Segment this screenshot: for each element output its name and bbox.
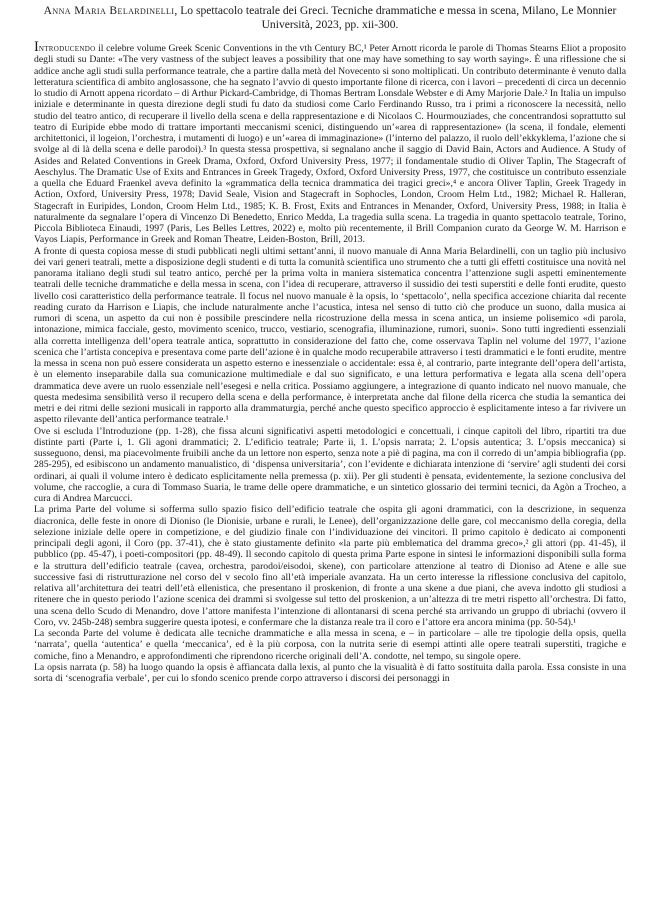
lead-word: ntroducendo <box>38 43 96 55</box>
paragraph-part-one: La prima Parte del volume si sofferma sullo spazio fisico dell’edificio teatrale che ospita gli agoni drammatici, con la descrizione, in sequenza diacronica, delle feste in onore di Dioniso (le Dionisie, urbane e rurali, le Lenee), dell’organizzazione delle gare, col meccanismo della coregia, della selezione iniziale delle opere in competizione, e del giudizio finale con l’individuazione dei vincitori. Il primo capitolo è dedicato ai componenti principali degli agoni, il Coro (pp. 37-41), che è stato giustamente definito «la parte più emblematica del dramma greco»,² gli attori (pp. 41-45), il pubblico (pp. 45-47), i poeti-compositori (pp. 48-49). Il secondo capitolo di questa prima Parte espone in sintesi le informazioni disponibili sulla forma e la struttura dell’edificio teatrale (cavea, orchestra, parodoi/eisodoi, skene), con particolare attenzione al teatro di Dioniso ad Atene e alle sue successive fasi di ristrutturazione nel corso del v secolo fino all’età imperiale avanzata. Ha un certo interesse la riflessione conclusiva del capitolo, relativa all’architettura dei teatri dell’età ellenistica, che presentano il proskenion, di fronte a una skene a due piani, che aveva indotto gli studiosi a ritenere che in questo periodo l’azione scenica dei drammi si svolgesse sul tetto del proskenion, a un’altezza di tre metri rispetto all’orchestra. Di fatto, una scena dello Scudo di Menandro, dove l’attore manifesta l’intenzione di allontanarsi di scena perché sta arrivando un gruppo di ubriachi (ovvero il Coro, vv. 245b-248) sembra suggerire questa ipotesi, e confermare che la distanza reale tra il coro e l’attore era ancora minima (pp. 50-54).¹ <box>34 504 626 628</box>
paragraph-text: il celebre volume Greek Scenic Conventions in the vth Century BC,¹ Peter Arnott ricorda le parole di Thomas Stearns Eliot a proposito degli studi su Dante: «The very vastness of the subject leaves a possibility that one may have something to say worth saying». È una riflessione che si addice anche agli studi sulla performance teatrale, che a partire dalla metà del Novecento si sono moltiplicati. Un contributo determinante è venuto dalla letteratura scientifica di ambito anglosassone, che ha segnato l’avvio di questo importante filone di ricerca, con i lavori – precedenti di circa un decennio lo studio di Arnott appena ricordato – di Arthur Pickard-Cambridge, di Thomas Bertram Lonsdale Webster e di Amy Marjorie Dale.² In Italia un impulso iniziale e determinante in questa direzione degli studi fu dato da studiosi come Carlo Ferdinando Russo, tra i primi a riconoscere la necessità, nello studio del teatro antico, di recuperare il livello della scena e della rappresentazione e di Nicolaos C. Hourmouziades, che concentrandosi soprattutto sul teatro di Euripide ebbe modo di trattare importanti meccanismi scenici, distinguendo un’«area di rappresentazione» (la scena, il fondale, elementi architettonici, il logeion, l’orchestra, i mutamenti di luogo) e un’«area di immaginazione» (l’interno del palazzo, il ruolo dell’ekkyklema, l’azione che si svolge al di là della scena e delle parodoi).³ In questa stessa prospettiva, si segnalano anche il saggio di David Bain, Actors and Audience. A Study of Asides and Related Conventions in Greek Drama, Oxford, Oxford University Press, 1977; il fondamentale studio di Oliver Taplin, The Stagecraft of Aeschylus. The Dramatic Use of Exits and Entrances in Greek Tragedy, Oxford, Oxford University Press, 1977, che costituisce un contributo essenziale a quella che Eduard Fraenkel aveva definito la «grammatica della tecnica drammatica dei tragici greci»,⁴ e ancora Oliver Taplin, Greek Tragedy in Action, Oxford, University Press, 1978; David Seale, Vision and Stagecraft in Sophocles, London, Croom Helm Ltd., 1982; Michael R. Halleran, Stagecraft in Euripides, London, Croom Helm Ltd., 1985; K. B. Frost, Exits and Entrances in Menander, Oxford, University Press, 1988; in Italia è naturalmente da segnalare l’opera di Vincenzo Di Benedetto, Enrico Medda, La tragedia sulla scena. La tragedia in quanto spettacolo teatrale, Torino, Piccola Biblioteca Einaudi, 1997 (Paris, Les Belles Lettres, 2022) e, molto più recentemente, il Brill Companion curato da George W. M. Harrison e Vayos Liapis, Performance in Greek and Roman Theatre, Leiden-Boston, Brill, 2013. <box>34 43 626 246</box>
review-body <box>34 39 627 685</box>
paragraph-intro <box>34 39 626 246</box>
citation-details: , Lo spettacolo teatrale dei Greci. Tecniche drammatiche e messa in scena, Milano, Le Monnier Università, 2023, pp. xii-300. <box>174 4 617 31</box>
citation-author: Anna Maria Belardinelli <box>43 4 175 17</box>
drop-cap: I <box>34 39 39 56</box>
paragraph-manual: A fronte di questa copiosa messe di studi pubblicati negli ultimi settant’anni, il nuovo manuale di Anna Maria Belardinelli, con un taglio più inclusivo dei vari generi teatrali, mette a disposizione degli studenti e di tutta la comunità scientifica uno strumento che a tutti gli effetti costituisce una novità nel panorama italiano degli studi sul teatro antico, perché per la prima volta in maniera sistematica concentra l’attenzione sugli aspetti eminentemente teatrali delle tecniche drammatiche e della messa in scena, con l’idea di recuperare, attraverso il sussidio dei testi superstiti e delle fonti erudite, questo livello così caratteristico della performance teatrale. Il focus nel nuovo manuale è la opsis, lo ‘spettacolo’, nella specifica accezione chiarita dal recente reading curato da Harrison e Liapis, che include naturalmente anche l’acustica, intesa nel senso di tutto ciò che produce un suono, dalla musica ai rumori di scena, un aspetto da cui non è possibile prescindere nella ricostruzione della messa in scena antica, un insieme polisemico «di parola, intonazione, mimica facciale, gesto, movimento scenico, trucco, vestiario, scenografia, illuminazione, rumori, suoni». Sono tutti ingredienti essenziali alla corretta intelligenza dell’opera teatrale antica, soprattutto in considerazione del fatto che, come osservava Taplin nel volume del 1977, l’azione scenica che l’artista concepiva e presentava come parte dell’azione è in qualche modo recuperabile attraverso i testi drammatici e le fonti erudite, mentre la messa in scena non può essere considerata un aspetto esterno e inessenziale o accidentale: essa è, al contrario, parte integrante dell’opera dell’artista, è un elemento inseparabile dalla sua comunicazione multimediale e dal suo significato, e una lettura performativa e legata alla scena dell’opera drammatica deve avere un ruolo essenziale nell’esegesi e nella critica. Possiamo aggiungere, a integrazione di quanto indicato nel nuovo manuale, che questa medesima sensibilità verso il recupero della scena e della performance, è interpretata anche dal filone della ricerca che studia la semantica dei metri e dei ritmi delle sezioni musicali in rapporto alla drammaturgia, perché anche questo specifico approccio è esplicitamente inteso a far rivivere un aspetto rilevante dell’antica performance teatrale.¹ <box>34 245 627 426</box>
paragraph-structure: Ove si escluda l’Introduzione (pp. 1-28), che fissa alcuni significativi aspetti metodologici e concettuali, i cinque capitoli del libro, ripartiti tra due distinte parti (Parte i, 1. Gli agoni drammatici; 2. L’edificio teatrale; Parte ii, 1. L’opsis narrata; 2. L’opsis autentica; 3. L’opsis meccanica) si susseguono, densi, ma piacevolmente fruibili anche da un lettore non esperto, senza note a piè di pagina, ma con il corredo di un’ampia bibliografia (pp. 285-295), ed esibiscono un andamento manualistico, di ‘dispensa universitaria’, con l’evidente e dichiarata intenzione di ‘servire’ agli studenti dei corsi ordinari, ai quali il volume intero è dedicato esplicitamente nella premessa (p. xii). Per gli studenti è pensata, evidentemente, la sezione conclusiva del volume, che raccoglie, a cura di Tommaso Suaria, le trame delle opere drammatiche, e un sintetico glossario dei termini tecnici, da Agòn a Trocheo, a cura di Andrea Marcucci. <box>34 425 626 505</box>
paragraph-opsis-narrata: La opsis narrata (p. 58) ha luogo quando la opsis è affiancata dalla lexis, al punto che la visualità è di fatto sostituita dalla parola. Essa consiste in una sorta di ‘scenografia verbale’, per cui lo sfondo scenico prende corpo attraverso i discorsi dei personaggi in <box>34 661 626 685</box>
paragraph-part-two: La seconda Parte del volume è dedicata alle tecniche drammatiche e alla messa in scena, e – in particolare – alle tre tipologie della opsis, quella ‘narrata’, quella ‘autentica’ e quella ‘meccanica’, ed è la più corposa, con la nutrita serie di esempi attinti alle opere teatrali superstiti, tragiche e comiche, fino a Menandro, e approfondimenti che riprendono ricerche originali dell’A. condotte, nel tempo, su singole opere. <box>34 628 626 662</box>
book-citation <box>34 4 626 31</box>
